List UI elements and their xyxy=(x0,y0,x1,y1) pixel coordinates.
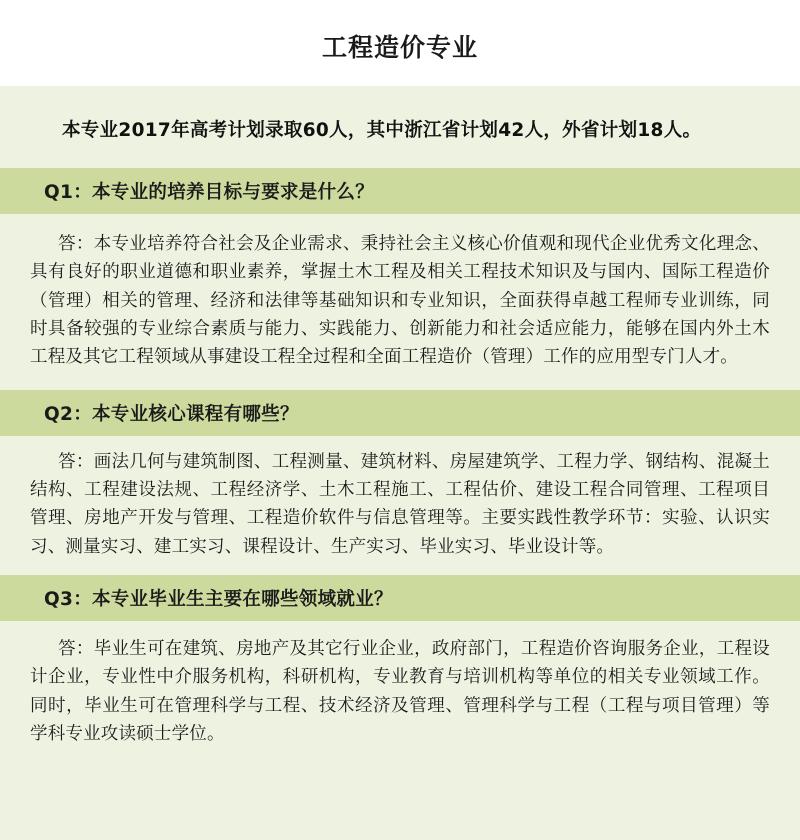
question-bar-2 xyxy=(0,390,800,436)
intro-paragraph: 本专业2017年高考计划录取60人，其中浙江省计划42人，外省计划18人。 xyxy=(62,120,702,141)
document-body xyxy=(0,86,800,840)
question-bar-1 xyxy=(0,168,800,214)
answer-text-3 xyxy=(0,621,800,764)
answer-body-3: 答：毕业生可在建筑、房地产及其它行业企业，政府部门，工程造价咨询服务企业，工程设计企业，专业性中介服务机构，科研机构，专业教育与培训机构等单位的相关专业领域工作。同时，毕业生可在管理科学与工程、技术经济及管理、管理科学与工程（工程与项目管理）等学科专业攻读硕士学位。 xyxy=(30,639,770,745)
page-title: 工程造价专业 xyxy=(0,0,800,86)
answer-text-1 xyxy=(0,214,800,390)
question-label-2: Q2：本专业核心课程有哪些？ xyxy=(44,403,299,425)
question-bar-3 xyxy=(0,575,800,621)
answer-body-1: 答：本专业培养符合社会及企业需求、秉持社会主义核心价值观和现代企业优秀文化理念、具有良好的职业道德和职业素养，掌握土木工程及相关工程技术知识及与国内、国际工程造价（管理）相关的管理、经济和法律等基础知识和专业知识，全面获得卓越工程师专业训练，同时具备较强的专业综合素质与能力、实践能力、创新能力和社会适应能力，能够在国内外土木工程及其它工程领域从事建设工程全过程和全面工程造价（管理）工作的应用型专门人才。 xyxy=(30,234,770,368)
answer-text-2 xyxy=(0,436,800,575)
question-label-3: Q3：本专业毕业生主要在哪些领域就业？ xyxy=(44,589,393,611)
question-label-1: Q1：本专业的培养目标与要求是什么？ xyxy=(44,182,375,203)
answer-body-2: 答：画法几何与建筑制图、工程测量、建筑材料、房屋建筑学、工程力学、钢结构、混凝土结构、工程建设法规、工程经济学、土木工程施工、工程估价、建设工程合同管理、工程项目管理、房地产开发与管理、工程造价软件与信息管理等。主要实践性教学环节：实验、认识实习、测量实习、建工实习、课程设计、生产实习、毕业实习、毕业设计等。 xyxy=(30,451,770,557)
